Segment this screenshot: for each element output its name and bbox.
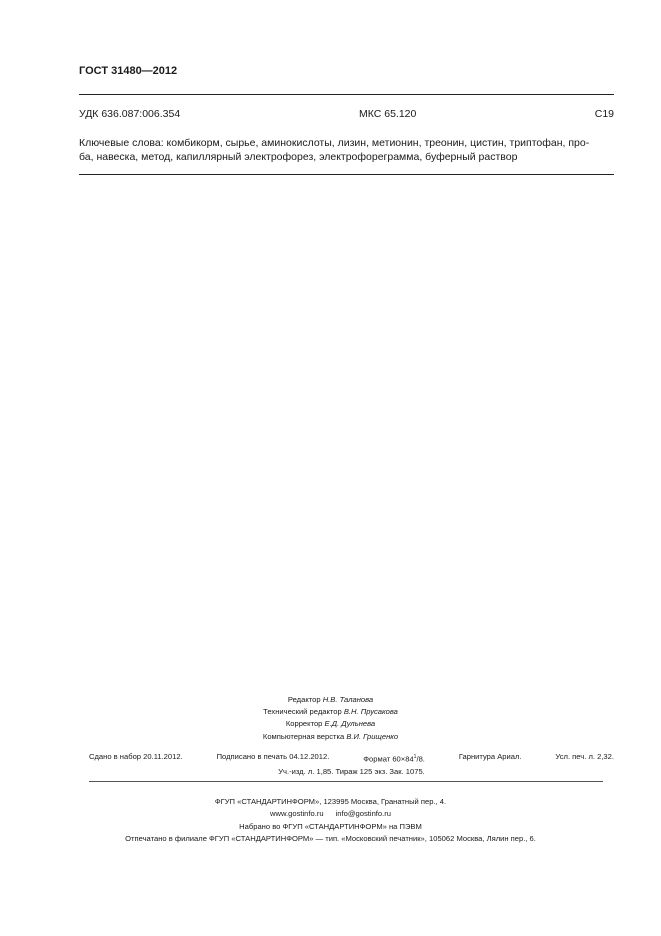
keywords-rule (79, 174, 614, 175)
printer-website[interactable]: www.gostinfo.ru (269, 809, 324, 819)
top-rule (79, 94, 614, 95)
publication-rule (89, 781, 603, 782)
printer-printed: Отпечатано в филиале ФГУП «СТАНДАРТИНФОРМ» — тип. «Московский печатник», 105062 Москва, Лялин пер., 6. (125, 834, 536, 844)
layout-label: Компьютерная верстка (262, 731, 345, 741)
publication-line-1 (89, 751, 614, 766)
printer-block (0, 796, 661, 846)
printer-email[interactable]: info@gostinfo.ru (335, 809, 392, 819)
keywords-block (79, 136, 614, 164)
corrector-name: Е.Д. Дульнева (324, 719, 376, 729)
standard-code: ГОСТ 31480—2012 (79, 65, 178, 77)
signed-date: Подписано в печать 04.12.2012. (216, 752, 330, 761)
credits-block (0, 694, 661, 743)
paper-format (363, 751, 425, 766)
corrector-line (0, 718, 661, 730)
print-sheets: Усл. печ. л. 2,32. (555, 752, 614, 761)
printer-contacts (0, 808, 661, 820)
editor-line (0, 694, 661, 706)
keywords-line-2: ба, навеска, метод, капиллярный электрофорез, электрофореграмма, буферный раствор (79, 151, 518, 163)
format-prefix: Формат 60×84 (363, 754, 414, 764)
editor-label: Редактор (287, 695, 321, 704)
mks-code: МКС 65.120 (359, 108, 417, 120)
publication-details: Уч.-изд. л. 1,85. Тираж 125 экз. Зак. 1075. (278, 766, 425, 776)
submitted-date: Сдано в набор 20.11.2012. (89, 752, 183, 761)
udk-code: УДК 636.087:006.354 (79, 108, 181, 120)
format-suffix: /8. (416, 754, 425, 764)
typeface: Гарнитура Ариал. (458, 752, 522, 761)
keywords-line-1: Ключевые слова: комбикорм, сырье, аминокислоты, лизин, метионин, треонин, цистин, триптофан, про- (79, 137, 590, 149)
publication-block (89, 751, 614, 778)
printer-address: ФГУП «СТАНДАРТИНФОРМ», 123995 Москва, Гранатный пер., 4. (214, 797, 447, 806)
layout-name: В.И. Грищенко (346, 731, 399, 741)
printer-typeset: Набрано во ФГУП «СТАНДАРТИНФОРМ» на ПЭВМ (239, 821, 422, 831)
editor-name: Н.В. Таланова (322, 695, 374, 704)
layout-line (0, 731, 661, 743)
corrector-label: Корректор (285, 719, 323, 729)
class-code: С19 (594, 108, 614, 120)
tech-editor-name: В.Н. Прусакова (343, 707, 398, 717)
format-sup: 1 (413, 754, 417, 760)
tech-editor-line (0, 706, 661, 718)
tech-editor-label: Технический редактор (263, 707, 342, 717)
